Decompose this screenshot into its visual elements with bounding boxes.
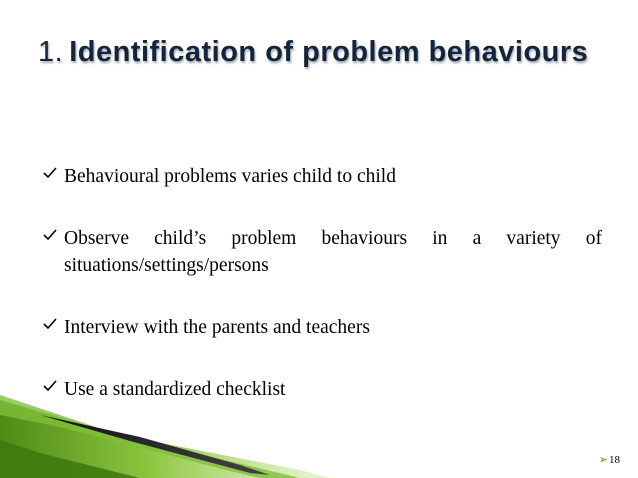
page-number-value: 18 <box>609 454 620 466</box>
checkmark-icon <box>42 165 58 181</box>
checkmark-icon <box>42 316 58 332</box>
bullet-item <box>42 163 602 190</box>
bullet-text: Interview with the parents and teachers <box>64 317 370 338</box>
title-number: 1. <box>38 36 64 68</box>
footer-swoosh-decoration <box>0 395 638 478</box>
title-text: Identification of problem behaviours <box>69 36 589 68</box>
slide-title <box>38 36 618 69</box>
bullet-text: Behavioural problems varies child to child <box>64 166 396 187</box>
bullet-item <box>42 314 602 341</box>
checkmark-icon <box>42 227 58 243</box>
checkmark-icon <box>42 378 58 394</box>
bullet-list <box>42 163 602 403</box>
bullet-text: Use a standardized checklist <box>64 379 286 400</box>
page-number <box>599 453 620 466</box>
bullet-item <box>42 225 602 279</box>
bullet-text: Observe child’s problem behaviours in a variety of situations/settings/persons <box>64 228 602 276</box>
arrow-bullet-icon: ➢ <box>598 454 608 466</box>
